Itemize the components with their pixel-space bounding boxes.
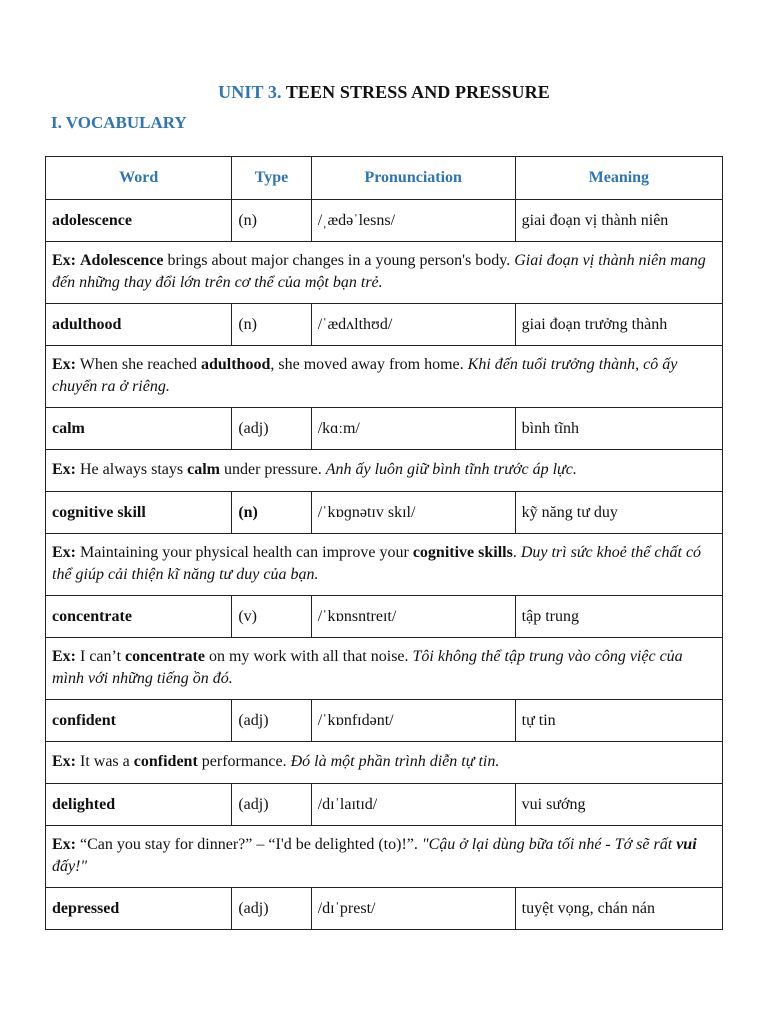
meaning-cell: kỹ năng tư duy: [515, 492, 722, 534]
example-cell: [46, 450, 723, 492]
example-keyword: Adolescence: [80, 252, 164, 269]
word-row: [46, 200, 723, 242]
word-row: [46, 700, 723, 742]
header-pronunciation: Pronunciation: [311, 157, 515, 200]
example-row: [46, 826, 723, 888]
meaning-cell: tập trung: [515, 596, 722, 638]
word-cell: cognitive skill: [46, 492, 232, 534]
word-cell: confident: [46, 700, 232, 742]
word-row: [46, 408, 723, 450]
unit-number: UNIT 3.: [218, 82, 282, 102]
example-text: When she reached: [76, 356, 201, 373]
vocabulary-table: [45, 156, 723, 930]
pronunciation-cell: /ˌædəˈlesns/: [311, 200, 515, 242]
example-keyword: cognitive skills: [412, 544, 513, 561]
meaning-cell: giai đoạn vị thành niên: [515, 200, 722, 242]
example-text: on my work with all that noise.: [204, 648, 413, 665]
example-row: [46, 742, 723, 784]
example-text: He always stays: [76, 461, 188, 478]
example-label: Ex:: [52, 753, 76, 770]
example-label: Ex:: [52, 356, 76, 373]
pronunciation-cell: /ˈkɒɡnətɪv skɪl/: [311, 492, 515, 534]
type-cell: (adj): [232, 784, 311, 826]
example-translation: Tôi không thể tập trung vào công việc của mình với những tiếng ồn đó.: [52, 648, 683, 687]
header-type: Type: [232, 157, 311, 200]
example-text: I can’t: [76, 648, 126, 665]
example-text: .: [512, 544, 521, 561]
word-row: [46, 596, 723, 638]
example-label: Ex:: [52, 252, 76, 269]
example-translation: Đó là một phần trình diễn tự tin.: [290, 753, 500, 770]
example-text: performance.: [197, 753, 291, 770]
meaning-cell: tự tin: [515, 700, 722, 742]
example-label: Ex:: [52, 544, 76, 561]
unit-title: TEEN STRESS AND PRESSURE: [285, 82, 550, 102]
header-meaning: Meaning: [515, 157, 722, 200]
example-cell: [46, 742, 723, 784]
type-cell: (adj): [232, 700, 311, 742]
example-translation: Anh ấy luôn giữ bình tĩnh trước áp lực.: [325, 461, 577, 478]
word-cell: adolescence: [46, 200, 232, 242]
example-translation: Khi đến tuổi trưởng thành, cô ấy chuyển ra ở riêng.: [52, 356, 678, 395]
example-text: brings about major changes in a young person's body.: [163, 252, 515, 269]
type-cell: (n): [232, 200, 311, 242]
example-text: , she moved away from home.: [270, 356, 468, 373]
example-keyword: concentrate: [125, 648, 205, 665]
type-cell: (n): [232, 304, 311, 346]
example-row: [46, 638, 723, 700]
word-cell: depressed: [46, 888, 232, 930]
word-cell: delighted: [46, 784, 232, 826]
type-cell: (v): [232, 596, 311, 638]
meaning-cell: vui sướng: [515, 784, 722, 826]
example-cell: [46, 638, 723, 700]
page-title: [0, 82, 768, 103]
word-row: [46, 492, 723, 534]
example-translation: Duy trì sức khoẻ thể chất có thể giúp cải thiện kĩ năng tư duy của bạn.: [52, 544, 702, 583]
example-label: Ex:: [52, 836, 76, 853]
word-row: [46, 304, 723, 346]
example-translation-keyword: vui: [676, 836, 697, 853]
example-keyword: calm: [187, 461, 220, 478]
example-keyword: confident: [133, 753, 198, 770]
word-row: [46, 888, 723, 930]
example-cell: [46, 826, 723, 888]
meaning-cell: tuyệt vọng, chán nán: [515, 888, 722, 930]
example-row: [46, 450, 723, 492]
pronunciation-cell: /dɪˈlaɪtɪd/: [311, 784, 515, 826]
example-text: “Can you stay for dinner?” – “I'd be delighted (to)!”.: [76, 836, 422, 853]
example-row: [46, 242, 723, 304]
example-row: [46, 346, 723, 408]
meaning-cell: bình tĩnh: [515, 408, 722, 450]
example-keyword: adulthood: [200, 356, 271, 373]
example-text: Maintaining your physical health can improve your: [76, 544, 413, 561]
example-row: [46, 534, 723, 596]
pronunciation-cell: /ˈkɒnfɪdənt/: [311, 700, 515, 742]
word-row: [46, 784, 723, 826]
example-cell: [46, 242, 723, 304]
example-cell: [46, 534, 723, 596]
pronunciation-cell: /ˈkɒnsntreɪt/: [311, 596, 515, 638]
type-cell: (adj): [232, 408, 311, 450]
table-header-row: [46, 157, 723, 200]
example-text: under pressure.: [219, 461, 326, 478]
example-text: It was a: [76, 753, 134, 770]
header-word: Word: [46, 157, 232, 200]
meaning-cell: giai đoạn trưởng thành: [515, 304, 722, 346]
pronunciation-cell: /ˈædʌlthʊd/: [311, 304, 515, 346]
word-cell: concentrate: [46, 596, 232, 638]
type-cell: (n): [232, 492, 311, 534]
example-translation: "Cậu ở lại dùng bữa tối nhé - Tớ sẽ rất: [421, 836, 677, 853]
pronunciation-cell: /kɑːm/: [311, 408, 515, 450]
example-cell: [46, 346, 723, 408]
example-translation: Giai đoạn vị thành niên mang đến những thay đổi lớn trên cơ thể của một bạn trẻ.: [52, 252, 706, 291]
example-label: Ex:: [52, 461, 76, 478]
type-cell: (adj): [232, 888, 311, 930]
word-cell: adulthood: [46, 304, 232, 346]
example-translation: đấy!": [52, 858, 88, 875]
pronunciation-cell: /dɪˈprest/: [311, 888, 515, 930]
word-cell: calm: [46, 408, 232, 450]
example-label: Ex:: [52, 648, 76, 665]
section-heading: I. VOCABULARY: [51, 113, 187, 132]
